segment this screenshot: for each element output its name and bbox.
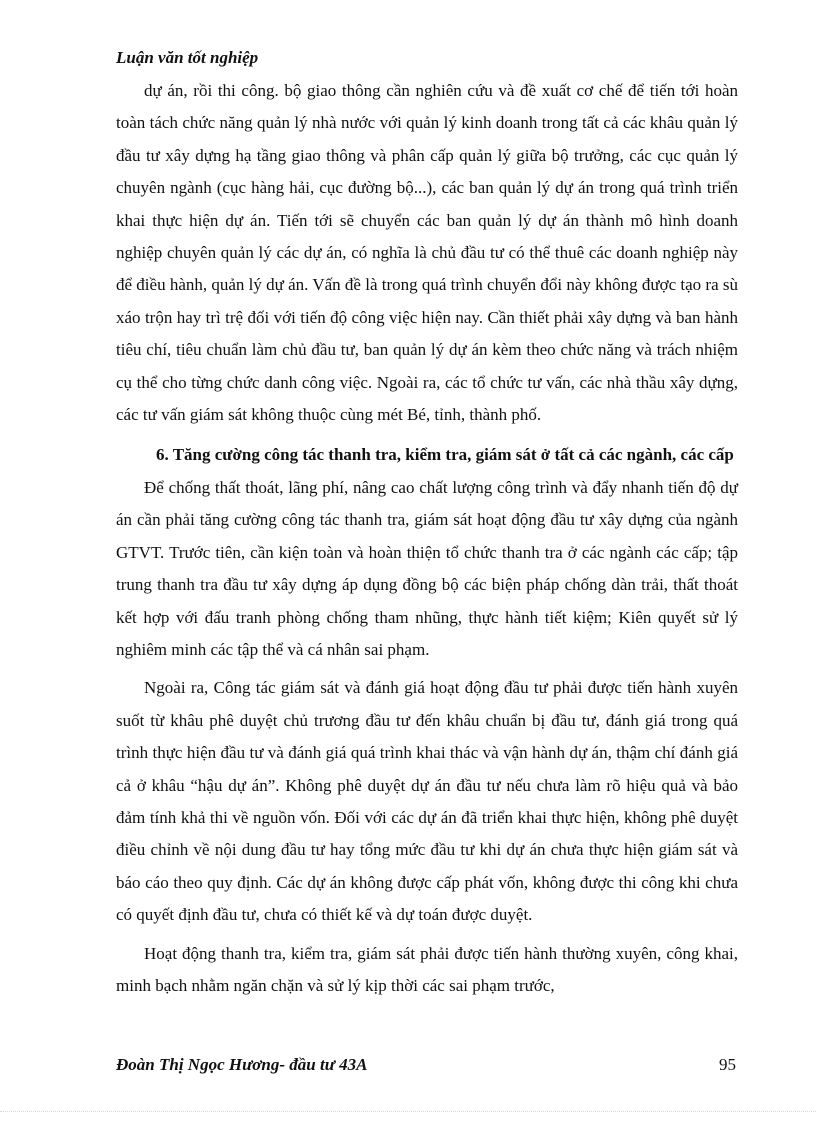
running-header: Luận văn tốt nghiệp: [116, 48, 259, 67]
paragraph-continuation: dự án, rồi thi công. bộ giao thông cần nghiên cứu và đề xuất cơ chế để tiến tới hoàn toàn tách chức năng quản lý nhà nước với quản lý kinh doanh trong tất cả các khâu quản lý đầu tư xây dựng hạ tầng giao thông và phân cấp quản lý giữa bộ trưởng, các cục quản lý chuyên ngành (cục hàng hải, cục đường bộ...), các ban quản lý dự án trong quá trình triển khai thực hiện dự án. Tiến tới sẽ chuyển các ban quản lý dự án thành mô hình doanh nghiệp chuyên quản lý các dự án, có nghĩa là chủ đầu tư có thể thuê các doanh nghiệp này để điều hành, quản lý dự án. Vấn đề là trong quá trình chuyển đổi này không được tạo ra sù xáo trộn hay trì trệ đối với tiến độ công việc hiện nay. Cần thiết phải xây dựng và ban hành tiêu chí, tiêu chuẩn làm chủ đầu tư, ban quản lý dự án kèm theo chức năng và trách nhiệm cụ thể cho từng chức danh công việc. Ngoài ra, các tổ chức tư vấn, các nhà thầu xây dựng, các tư vấn giám sát không thuộc cùng mét Bé, tỉnh, thành phố.: [116, 81, 738, 425]
paragraph: Ngoài ra, Công tác giám sát và đánh giá hoạt động đầu tư phải được tiến hành xuyên suốt từ khâu phê duyệt chủ trương đầu tư đến khâu chuẩn bị đầu tư, đánh giá trong quá trình thực hiện đầu tư và đánh giá quá trình khai thác và vận hành dự án, thậm chí đánh giá cả ở khâu “hậu dự án”. Không phê duyệt dự án đầu tư nếu chưa làm rõ hiệu quả và bảo đảm tính khả thi về nguồn vốn. Đối với các dự án đã triển khai thực hiện, không phê duyệt điều chỉnh về nội dung đầu tư hay tổng mức đầu tư khi dự án chưa thực hiện giám sát và báo cáo theo quy định. Các dự án không được cấp phát vốn, không được thi công khi chưa có quyết định đầu tư, chưa có thiết kế và dự toán được duyệt.: [116, 678, 738, 925]
page-divider: [0, 1111, 816, 1112]
page-number: 95: [719, 1055, 736, 1074]
section-heading: 6. Tăng cường công tác thanh tra, kiểm tra, giám sát ở tất cả các ngành, các cấp: [156, 445, 734, 465]
page-footer: [116, 1055, 738, 1077]
footer-author: Đoàn Thị Ngọc Hương- đầu tư 43A: [116, 1055, 368, 1074]
paragraph: Để chống thất thoát, lãng phí, nâng cao chất lượng công trình và đẩy nhanh tiến độ dự án cần phải tăng cường công tác thanh tra, giám sát hoạt động đầu tư xây dựng của ngành GTVT. Trước tiên, cần kiện toàn và hoàn thiện tổ chức thanh tra ở các ngành các cấp; tập trung thanh tra đầu tư xây dựng áp dụng đồng bộ các biện pháp chống dàn trải, thất thoát kết hợp với đấu tranh phòng chống tham nhũng, thực hành tiết kiệm; Kiên quyết sử lý nghiêm minh các tập thể và cá nhân sai phạm.: [116, 477, 738, 659]
paragraph: Hoạt động thanh tra, kiểm tra, giám sát phải được tiến hành thường xuyên, công khai, minh bạch nhằm ngăn chặn và sử lý kịp thời các sai phạm trước,: [116, 943, 738, 995]
body-text: [116, 75, 738, 1002]
